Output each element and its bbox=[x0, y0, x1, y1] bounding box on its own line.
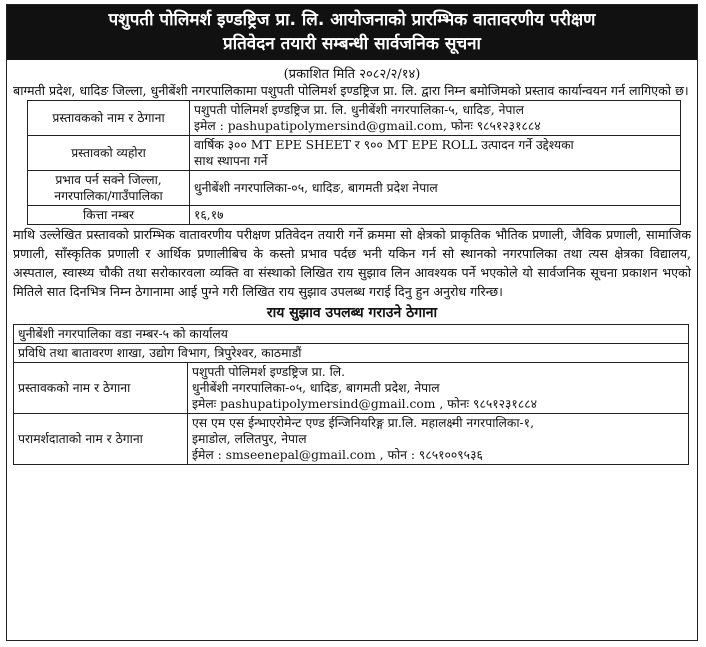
address-subheading: राय सुझाव उपलब्ध गराउने ठेगाना bbox=[266, 305, 438, 321]
published-date: (प्रकाशित मिति २०८२/२/१४) bbox=[283, 67, 421, 82]
proposal-line: साथ स्थापना गर्ने bbox=[194, 154, 268, 168]
proposer-line: पशुपती पोलिमर्श इण्डष्ट्रिज प्रा. लि. धुनीबेंशी नगरपालिका-५, धादिङ, नेपाल bbox=[194, 103, 524, 117]
body-paragraph: माथि उल्लेखित प्रस्तावको प्रारम्भिक वातावरणीय परीक्षण प्रतिवेदन तयारी गर्ने क्रममा सो क्षेत्रको प्राकृतिक भौतिक प्रणाली, जैविक प्रणाली, सामाजिक प्रणाली, साँस्कृतिक प्रणाली र आर्थिक प्रणालीबिच के कस्तो प्रभाव पर्दछ भनी यकिन गर्न सो स्थानको नगरपालिका तथा त्यस क्षेत्रका विद्यालय, अस्पताल, स्वास्थ्य चौकी तथा सरोकारवला व्यक्ति वा संस्थाको लिखित राय सुझाव लिन आवश्यक पर्ने भएकोले यो सार्वजनिक सूचना प्रकाशन भएको मितिले सात दिनभित्र निम्न ठेगानामा आई पुग्ने गरी लिखित राय सुझाव उपलब्ध गराई दिनु हुन अनुरोध गरिन्छ। bbox=[13, 227, 692, 299]
table-row bbox=[28, 136, 681, 171]
table-row bbox=[14, 344, 689, 363]
proposer-contact: इमेल : pashupatipolymersind@gmail.com, फोनः ९८५१२३१८८४ bbox=[194, 119, 541, 133]
proposer-label: प्रस्तावकको नाम र ठेगाना bbox=[28, 101, 190, 136]
table-row bbox=[28, 171, 681, 206]
proposer-contact: इमेलः pashupatipolymersind@gmail.com , फोनः ९८५१२३१८८४ bbox=[192, 397, 537, 411]
table-row bbox=[14, 325, 689, 344]
affected-area-label: प्रभाव पर्न सक्ने जिल्ला, नगरपालिका/गाउँपालिका bbox=[28, 171, 190, 206]
table-row bbox=[14, 414, 689, 465]
proposal-label: प्रस्तावको व्यहोरा bbox=[28, 136, 190, 171]
consultant-label: परामर्शदाताको नाम र ठेगाना bbox=[14, 414, 188, 465]
notice-header bbox=[7, 5, 697, 60]
header-line-2: प्रतिवेदन तयारी सम्बन्धी सार्वजनिक सूचना bbox=[223, 34, 481, 54]
proposer-value bbox=[190, 101, 681, 136]
notice-frame bbox=[6, 4, 698, 641]
table-row bbox=[28, 206, 681, 225]
header-line-1: पशुपती पोलिमर्श इण्डष्ट्रिज प्रा. लि. आयोजनाको प्रारम्भिक वातावरणीय परीक्षण bbox=[108, 10, 596, 30]
proposer-address-value bbox=[188, 363, 689, 414]
proposal-table bbox=[27, 100, 681, 225]
ward-office: धुनीबेंशी नगरपालिका वडा नम्बर-५ को कार्यालय bbox=[14, 325, 689, 344]
affected-area-value: धुनीबेंशी नगरपालिका-०५, धादिङ, बागमती प्रदेश नेपाल bbox=[190, 171, 681, 206]
table-row bbox=[28, 101, 681, 136]
consultant-location: इमाडोल, ललितपुर, नेपाल bbox=[192, 432, 307, 446]
intro-paragraph: बाग्मती प्रदेश, धादिङ जिल्ला, धुनीबेंशी नगरपालिकामा पशुपती पोलिमर्श इण्डष्ट्रिज प्रा. लि. द्वारा निम्न बमोजिमको प्रस्ताव कार्यान्वयन गर्न लागिएको छ। bbox=[13, 83, 689, 98]
proposer-address-label: प्रस्तावकको नाम र ठेगाना bbox=[14, 363, 188, 414]
proposer-location: धुनीबेंशी नगरपालिका-०५, धादिङ, बागमती प्रदेश, नेपाल bbox=[192, 381, 440, 395]
address-table bbox=[13, 324, 689, 465]
proposal-value bbox=[190, 136, 681, 171]
table-row bbox=[14, 363, 689, 414]
proposal-line: वार्षिक ३०० MT EPE SHEET र ९०० MT EPE ROLL उत्पादन गर्ने उद्देश्यका bbox=[194, 138, 574, 152]
plot-number-label: कित्ता नम्बर bbox=[28, 206, 190, 225]
consultant-contact: ईमेल : smseenepal@gmail.com , फोन : ९८५१००९५३६ bbox=[192, 448, 483, 462]
proposer-name: पशुपती पोलिमर्श इण्डष्ट्रिज प्रा. लि. bbox=[192, 365, 346, 379]
consultant-name: एस एम एस ईन्भाएरोमेन्ट एण्ड ईन्जिनियरिङ्ग प्रा.लि. महालक्ष्मी नगरपालिका-१, bbox=[192, 416, 534, 430]
consultant-value bbox=[188, 414, 689, 465]
plot-number-value: १६,१७ bbox=[190, 206, 681, 225]
environment-section: प्रविधि तथा बातावरण शाखा, उद्योग विभाग, त्रिपुरेश्वर, काठमाडौं bbox=[14, 344, 689, 363]
